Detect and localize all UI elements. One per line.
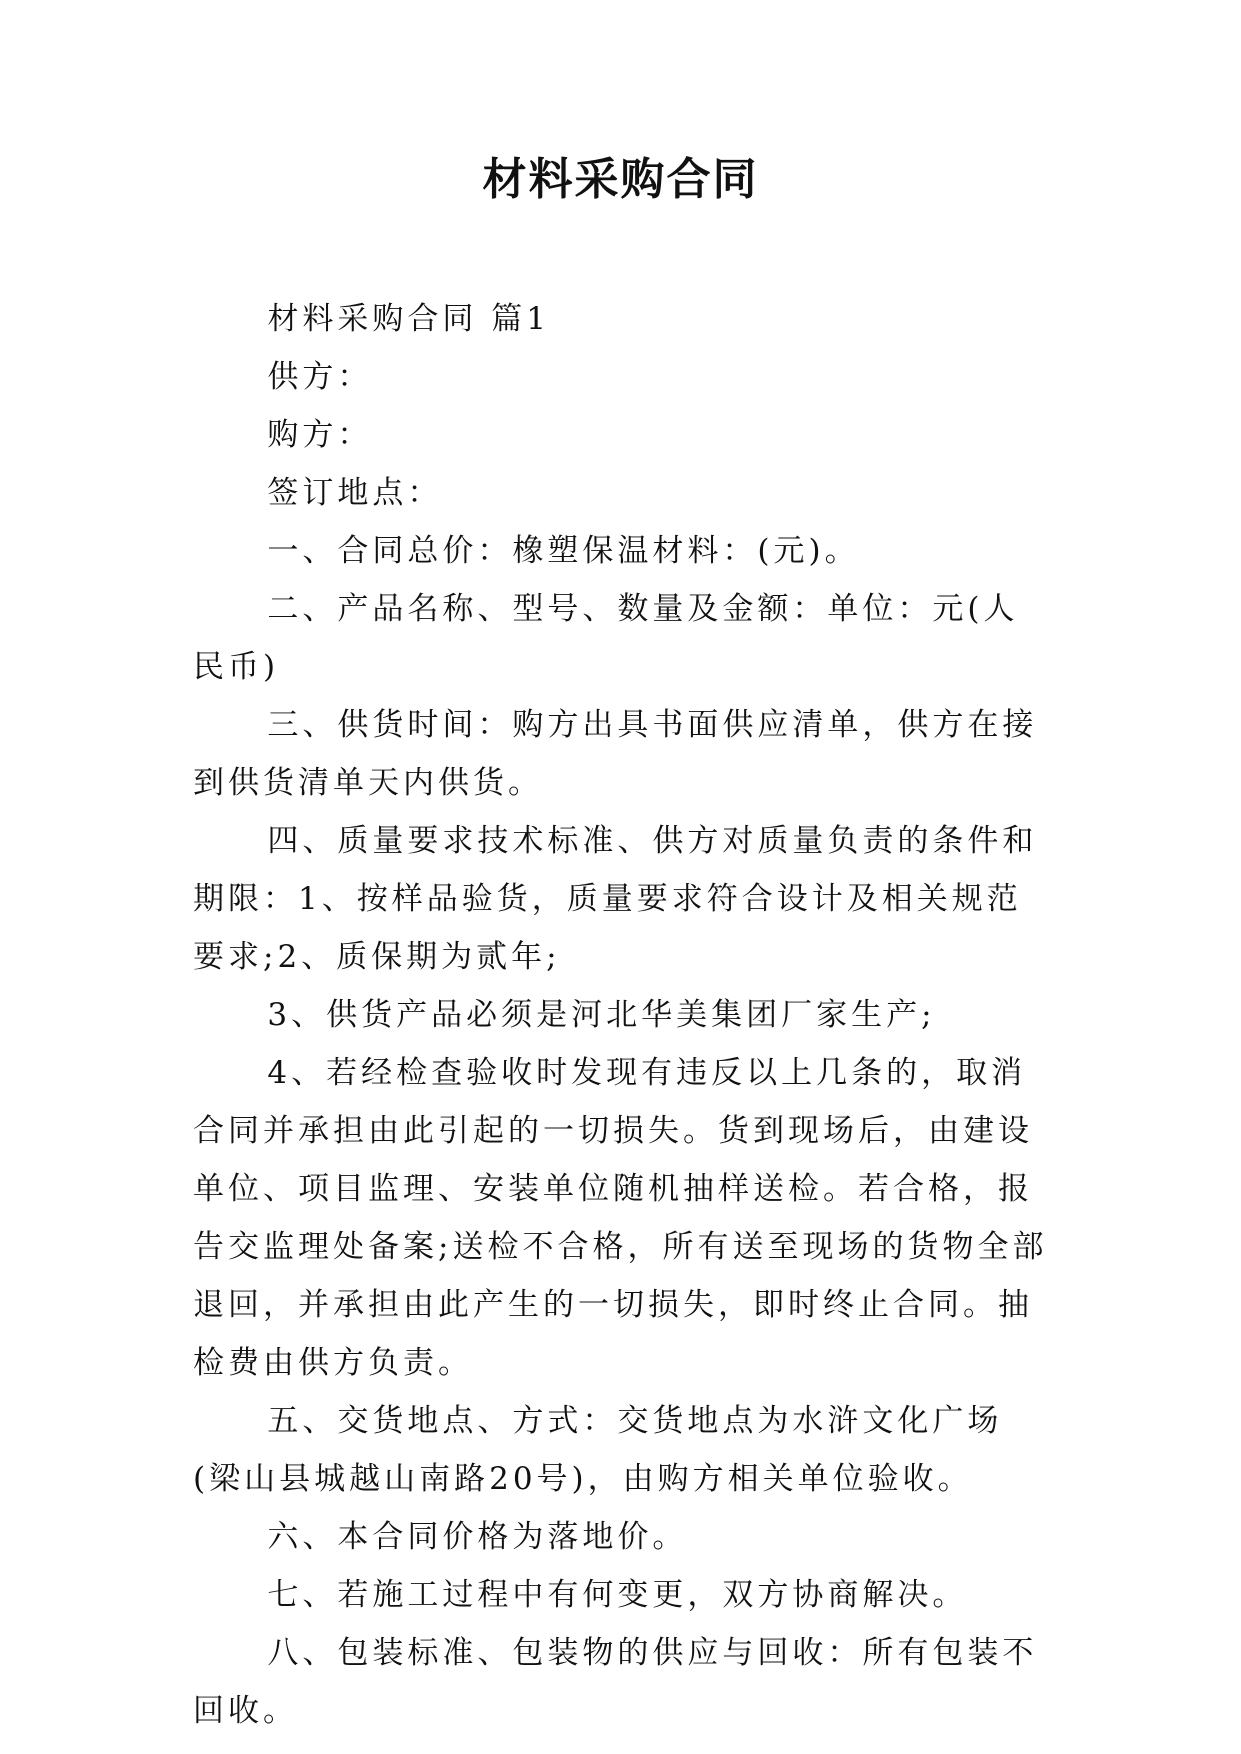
paragraph-clause-6: 六、本合同价格为落地价。: [267, 1519, 688, 1555]
paragraph-clause-3: 三、供货时间：购方出具书面供应清单，供方在接到供货清单天内供货。: [193, 707, 1038, 801]
paragraph-clause-1: 一、合同总价：橡塑保温材料：(元)。: [267, 533, 860, 569]
paragraph-signing-place: 签订地点：: [267, 475, 443, 511]
paragraph-supplier: 供方：: [267, 359, 373, 395]
paragraph-buyer: 购方：: [267, 417, 373, 453]
paragraph-clause-7: 七、若施工过程中有何变更，双方协商解决。: [267, 1577, 968, 1613]
document-body: [193, 290, 1053, 1740]
document-title: 材料采购合同: [482, 154, 759, 205]
paragraph-clause-8: 八、包装标准、包装物的供应与回收：所有包装不回收。: [193, 1635, 1038, 1729]
paragraph-clause-2: 二、产品名称、型号、数量及金额：单位：元(人民币): [193, 591, 1019, 685]
paragraph-clause-4: 四、质量要求技术标准、供方对质量负责的条件和期限：1、按样品验货，质量要求符合设计及相关规范要求;2、质保期为贰年;: [193, 823, 1038, 975]
paragraph-clause-4-item-3: 3、供货产品必须是河北华美集团厂家生产;: [267, 997, 936, 1033]
paragraph-clause-5: 五、交货地点、方式：交货地点为水浒文化广场(梁山县城越山南路20号)，由购方相关单位验收。: [193, 1403, 1003, 1497]
paragraph-heading: 材料采购合同 篇1: [267, 301, 550, 337]
paragraph-clause-4-item-4: 4、若经检查验收时发现有违反以上几条的，取消合同并承担由此引起的一切损失。货到现场后，由建设单位、项目监理、安装单位随机抽样送检。若合格，报告交监理处备案;送检不合格，所有送至现场的货物全部退回，并承担由此产生的一切损失，即时终止合同。抽检费由供方负责。: [193, 1055, 1048, 1381]
